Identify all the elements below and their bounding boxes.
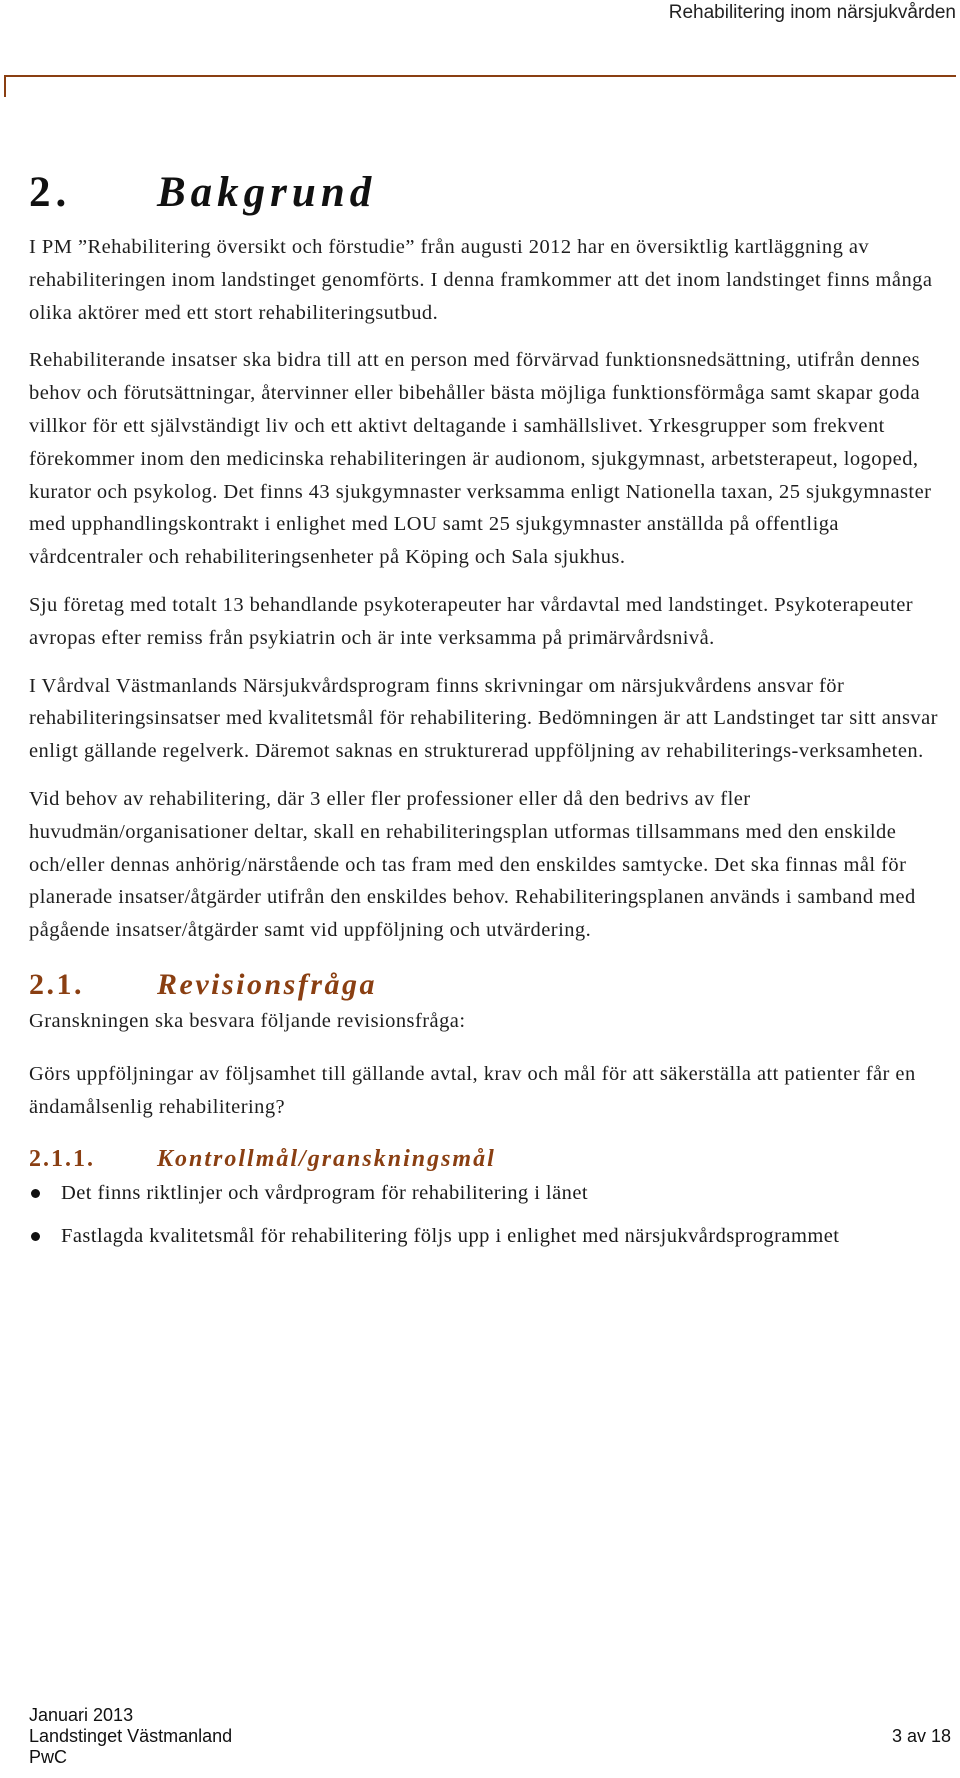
header-corner-tick xyxy=(4,75,6,97)
chapter-heading xyxy=(29,168,949,217)
section-title: Revisionsfråga xyxy=(157,967,378,1001)
subsection-number: 2.1.1. xyxy=(29,1146,95,1173)
footer-company: PwC xyxy=(29,1747,68,1767)
page-number: 3 av 18 xyxy=(891,1726,951,1746)
running-header: Rehabilitering inom närsjukvården xyxy=(668,2,956,23)
section-heading xyxy=(29,965,949,1005)
control-objectives-list xyxy=(29,1179,949,1250)
subsection-title: Kontrollmål/granskningsmål xyxy=(157,1146,496,1173)
header-rule xyxy=(4,75,956,77)
paragraph-psychotherapists: Sju företag med totalt 13 behandlande psykoterapeuter har vårdavtal med landstinget. Psykoterapeuter avropas efter remiss från psykiatrin och är inte verksamma på primärvårdsnivå. xyxy=(29,593,914,649)
footer-date: Januari 2013 xyxy=(29,1705,134,1725)
paragraph-intro: I PM ”Rehabilitering översikt och förstudie” från augusti 2012 har en översiktlig kartläggning av rehabiliteringen inom landstinget genomförts. I denna framkommer att det inom landstinget finns många olika aktörer med ett stort rehabiliteringsutbud. xyxy=(29,236,933,324)
list-item-text: Det finns riktlinjer och vårdprogram för rehabilitering i länet xyxy=(61,1182,589,1205)
chapter-title: Bakgrund xyxy=(157,169,377,216)
audit-question: Görs uppföljningar av följsamhet till gällande avtal, krav och mål för att säkerställa att patienter får en ändamålsenlig rehabilitering? xyxy=(29,1062,916,1118)
list-item xyxy=(29,1222,949,1250)
chapter-number: 2. xyxy=(29,169,72,216)
footer-organization: Landstinget Västmanland xyxy=(29,1726,233,1746)
list-item xyxy=(29,1179,949,1207)
list-item-text: Fastlagda kvalitetsmål för rehabilitering följs upp i enlighet med närsjukvårdsprogrammet xyxy=(61,1225,840,1248)
bullet-icon xyxy=(31,1232,40,1241)
page-footer xyxy=(29,1705,951,1768)
paragraph-vardval: I Vårdval Västmanlands Närsjukvårdsprogram finns skrivningar om närsjukvårdens ansvar för rehabiliteringsinsatser med kvalitetsmål för rehabilitering. Bedömningen är att Landstinget tar sitt ansvar enligt gällande regelverk. Däremot saknas en strukturerad uppföljning av rehabiliterings-verksamheten. xyxy=(29,674,938,763)
subsection-heading xyxy=(29,1143,949,1175)
section-intro: Granskningen ska besvara följande revisionsfråga: xyxy=(29,1009,466,1032)
page-content xyxy=(29,168,949,1265)
bullet-icon xyxy=(31,1189,40,1198)
section-number: 2.1. xyxy=(29,967,84,1001)
paragraph-rehab-plan: Vid behov av rehabilitering, där 3 eller fler professioner eller då den bedrivs av fler huvudmän/organisationer deltar, skall en rehabiliteringsplan utformas tillsammans med den enskilde och/eller dennas anhörig/närstående och tas fram med den enskildes samtycke. Det ska finnas mål för planerade insatser/åtgärder utifrån den enskildes behov. Rehabiliteringsplanen används i samband med pågående insatser/åtgärder samt vid uppföljning och utvärdering. xyxy=(29,787,916,942)
paragraph-rehab-efforts: Rehabiliterande insatser ska bidra till att en person med förvärvad funktionsnedsättning, utifrån dennes behov och förutsättningar, återvinner eller bibehåller bästa möjliga funktionsförmåga samt skapar goda villkor för ett självständigt liv och ett aktivt deltagande i samhällslivet. Yrkesgrupper som frekvent förekommer inom den medicinska rehabiliteringen är audionom, sjukgymnast, arbetsterapeut, logoped, kurator och psykolog. Det finns 43 sjukgymnaster verksamma enligt Nationella taxan, 25 sjukgymnaster med upphandlingskontrakt i enlighet med LOU samt 25 sjukgymnaster anställda på offentliga vårdcentraler och rehabiliteringsenheter på Köping och Sala sjukhus. xyxy=(29,349,932,569)
